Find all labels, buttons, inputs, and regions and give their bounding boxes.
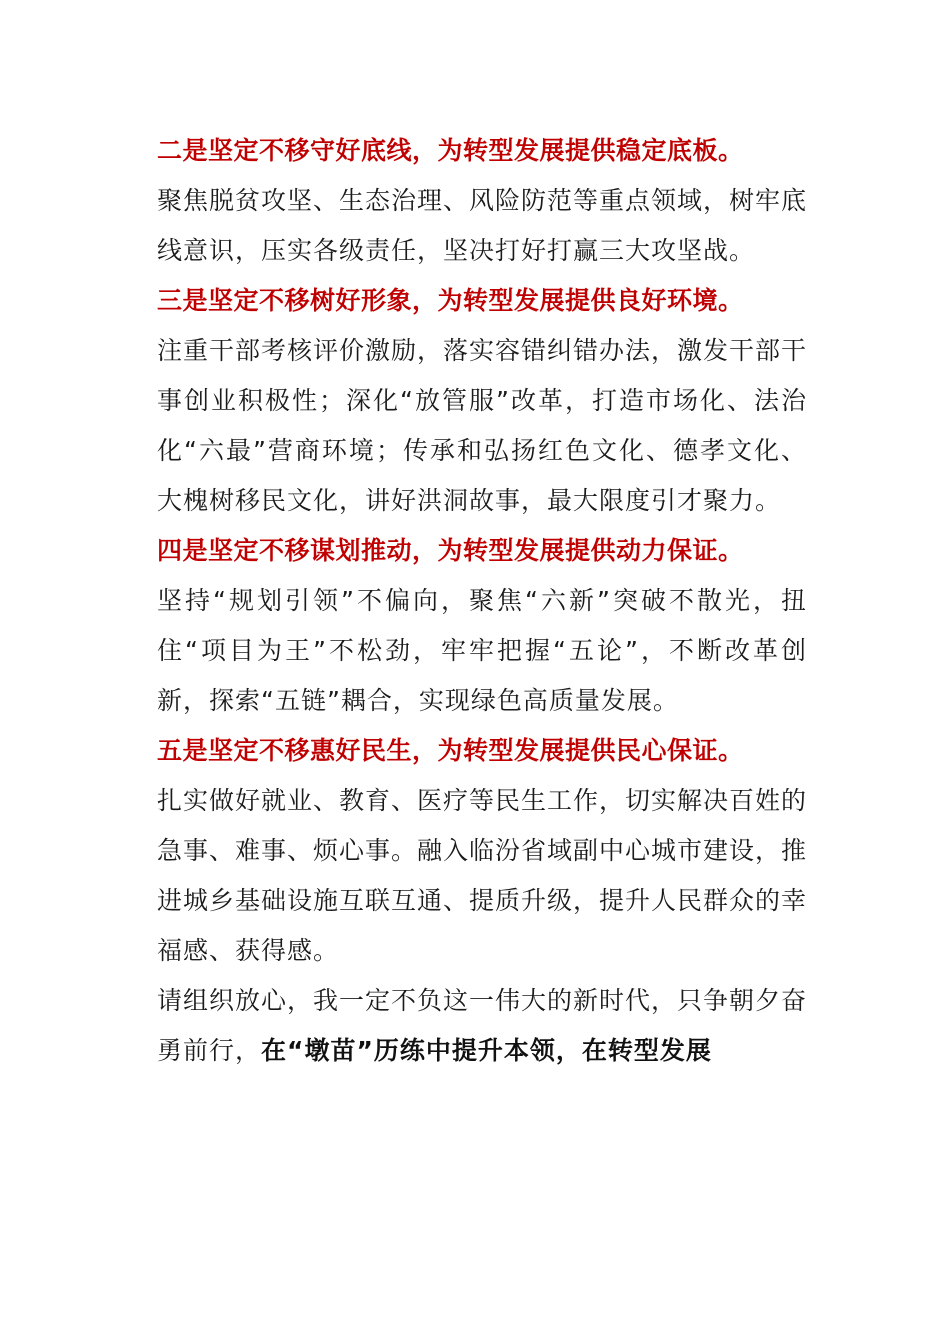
closing-bold-text: 在“墩苗”历练中提升本领，在转型发展 [261, 1036, 712, 1065]
section-heading: 四是坚定不移谋划推动，为转型发展提供动力保证。 [157, 536, 744, 565]
document-body [157, 126, 807, 1076]
closing-text: 请组织放心，我一定不负这一伟大的新时代，只争朝夕奋勇前行， [157, 986, 808, 1065]
section-paragraph: 聚焦脱贫攻坚、生态治理、风险防范等重点领域，树牢底线意识，压实各级责任，坚决打好打赢三大攻坚战。 [157, 186, 808, 265]
section-heading: 二是坚定不移守好底线，为转型发展提供稳定底板。 [157, 136, 744, 165]
section-five [157, 726, 807, 976]
section-heading: 三是坚定不移树好形象，为转型发展提供良好环境。 [157, 286, 744, 315]
section-four [157, 526, 807, 726]
closing-paragraph [157, 976, 807, 1076]
section-paragraph: 扎实做好就业、教育、医疗等民生工作，切实解决百姓的急事、难事、烦心事。融入临汾省域副中心城市建设，推进城乡基础设施互联互通、提质升级，提升人民群众的幸福感、获得感。 [157, 786, 808, 965]
section-two [157, 126, 807, 276]
section-paragraph: 注重干部考核评价激励，落实容错纠错办法，激发干部干事创业积极性；深化“放管服”改革，打造市场化、法治化“六最”营商环境；传承和弘扬红色文化、德孝文化、大槐树移民文化，讲好洪洞故事，最大限度引才聚力。 [157, 336, 808, 515]
section-three [157, 276, 807, 526]
section-paragraph: 坚持“规划引领”不偏向，聚焦“六新”突破不散光，扭住“项目为王”不松劲，牢牢把握“五论”，不断改革创新，探索“五链”耦合，实现绿色高质量发展。 [157, 586, 807, 715]
section-heading: 五是坚定不移惠好民生，为转型发展提供民心保证。 [157, 736, 744, 765]
